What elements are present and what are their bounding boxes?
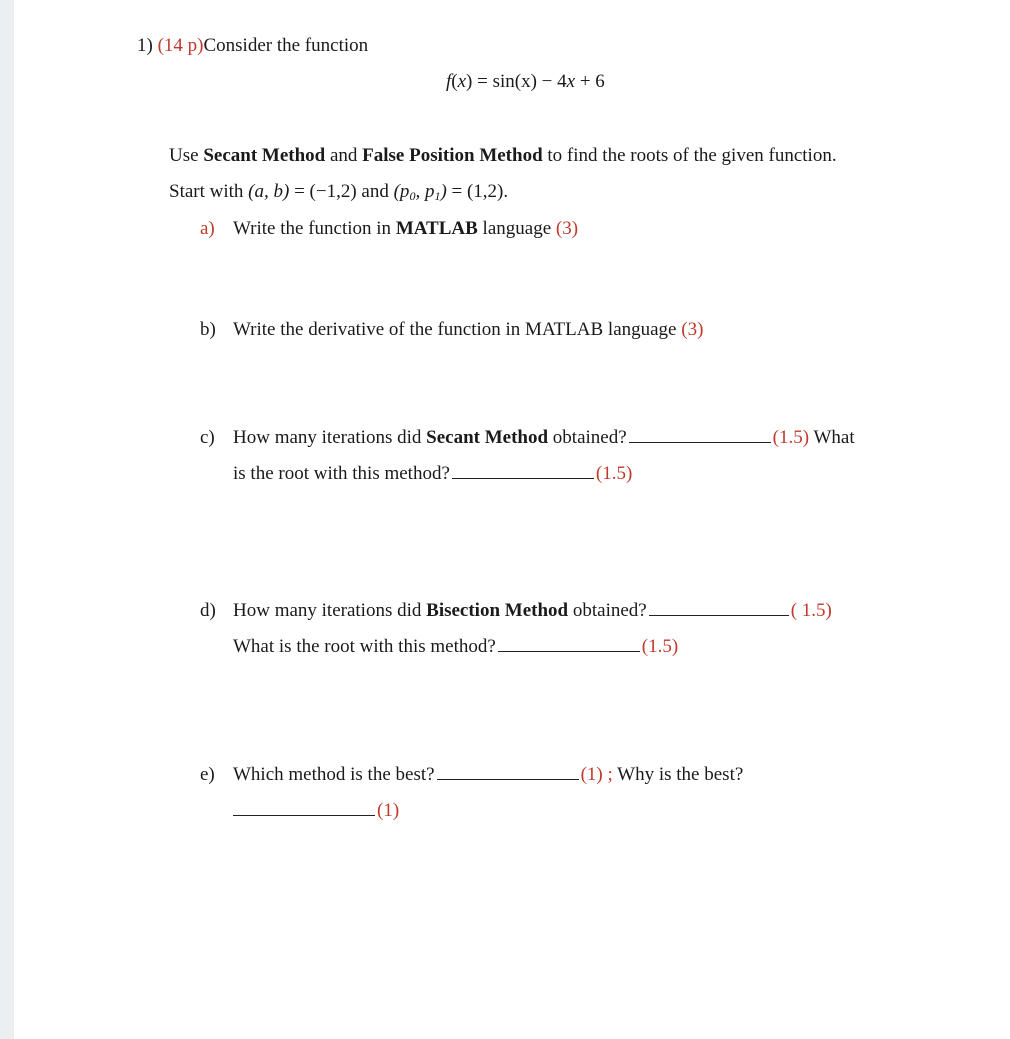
part-e-line2	[233, 799, 399, 823]
part-b-points: (3)	[681, 319, 704, 340]
part-d-points1: ( 1.5)	[790, 600, 832, 621]
part-c-points2: (1.5)	[595, 463, 633, 484]
part-d-line2: What is the root with this method? (1.5)	[233, 636, 679, 657]
start-values-line: Start with (a, b) = (−1,2) and ($p_0$, $p_1) = (1,2)$.	[169, 181, 509, 203]
question-points: (14 p)	[157, 35, 204, 56]
part-c-line1: c) How many iterations did Secant Method obtained? (1.5) What	[200, 427, 855, 448]
part-d-line1: d) How many iterations did Bisection Method obtained? ( 1.5)	[200, 600, 832, 621]
part-a-points: (3)	[555, 218, 579, 239]
part-a: a) Write the function in MATLAB language (3)	[200, 218, 579, 239]
answer-blank-c2[interactable]	[452, 462, 594, 479]
part-a-label: a)	[200, 218, 215, 239]
answer-blank-c1[interactable]	[629, 426, 771, 443]
part-d-points2: (1.5)	[641, 636, 679, 657]
answer-blank-d2[interactable]	[498, 635, 640, 652]
part-c-points1: (1.5)	[772, 427, 810, 448]
question-header	[137, 34, 368, 58]
part-e-points2: (1)	[377, 800, 400, 821]
part-c-label: c)	[200, 427, 215, 448]
part-b: b) Write the derivative of the function in MATLAB language (3)	[200, 319, 704, 340]
part-e-label: e)	[200, 764, 215, 785]
part-d-label: d)	[200, 600, 216, 621]
function-formula: f(x) = sin(x) − 4x + 6	[446, 71, 605, 92]
question-number: 1)	[137, 35, 153, 56]
answer-blank-e2[interactable]	[233, 799, 375, 816]
exam-page	[14, 0, 1010, 1039]
secant-method-label: Secant Method	[203, 145, 326, 166]
part-e-points1: (1) ;	[580, 764, 613, 785]
part-b-label: b)	[200, 319, 216, 340]
answer-blank-e1[interactable]	[437, 763, 579, 780]
part-e-line1: e) Which method is the best? (1) ; Why is the best?	[200, 764, 744, 785]
part-c-line2: is the root with this method? (1.5)	[233, 463, 633, 484]
false-position-label: False Position Method	[362, 145, 543, 166]
answer-blank-d1[interactable]	[649, 599, 789, 616]
instruction-line: Use Secant Method and False Position Method to find the roots of the given function.	[169, 145, 837, 166]
question-intro: Consider the function	[203, 35, 369, 56]
